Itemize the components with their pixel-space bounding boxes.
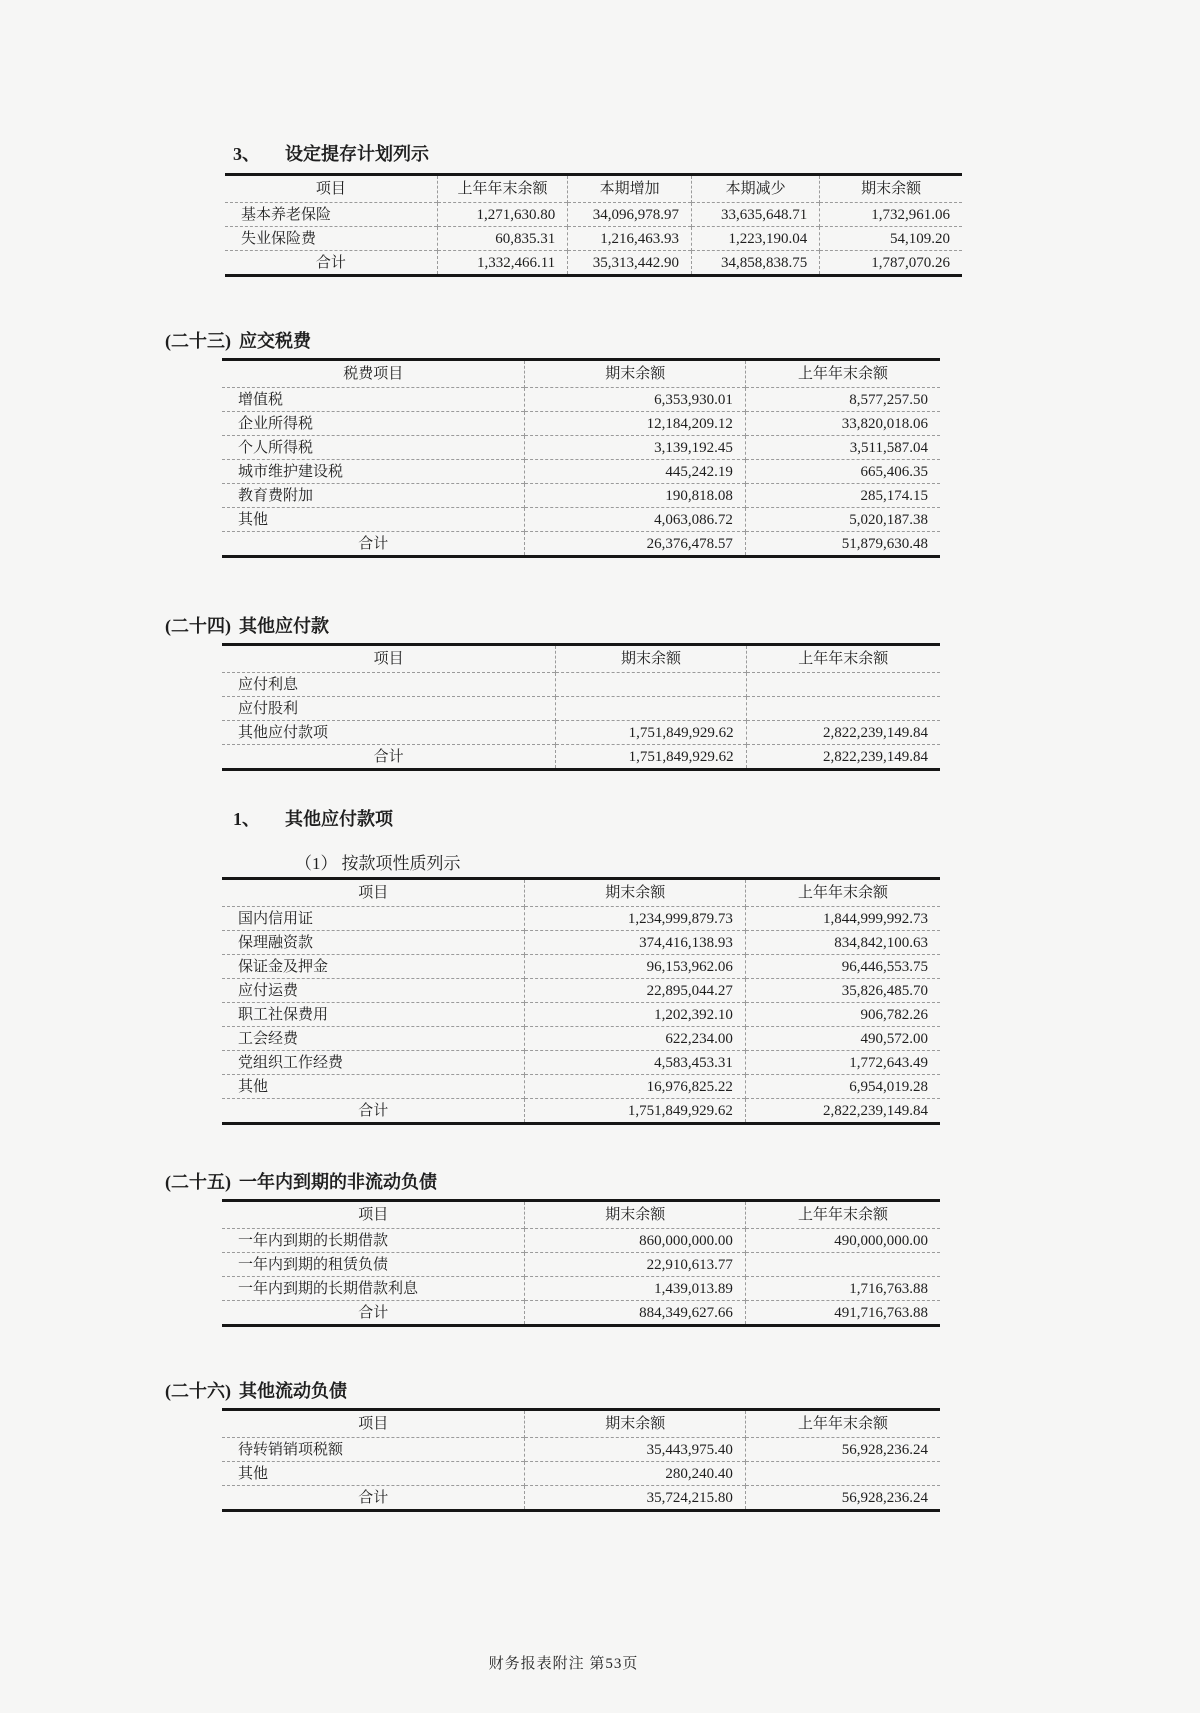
row-label: 其他 [238,1078,269,1095]
cell-value: 490,572.00 [745,1027,940,1051]
column-header: 税费项目 [343,366,404,382]
cell-value: 35,724,215.80 [525,1486,745,1511]
row-label: 企业所得税 [238,415,314,432]
cell-value: 16,976,825.22 [525,1075,745,1099]
sub-heading-number: （1） [295,854,338,873]
header-row [222,1410,940,1438]
total-row [222,1099,940,1124]
table-row [225,227,962,251]
cell-value [745,1462,940,1486]
row-label: 合计 [358,1304,389,1321]
table-head [222,1201,940,1229]
cell-value: 906,782.26 [745,1003,940,1027]
section-heading [165,1379,962,1403]
cell-value: 1,332,466.11 [437,251,567,276]
cell-value: 35,443,975.40 [525,1438,745,1462]
table-head [225,175,962,203]
cell-value: 56,928,236.24 [745,1438,940,1462]
table-other-payables-items [222,877,940,1125]
table-head [222,360,940,388]
heading-number: 3、 [233,144,260,164]
row-label: 失业保险费 [241,230,317,247]
table-row [222,412,940,436]
cell-value: 60,835.31 [437,227,567,251]
table-row [222,697,940,721]
cell-value: 1,751,849,929.62 [525,1099,745,1124]
cell-value: 860,000,000.00 [525,1229,745,1253]
column-header: 上年年末余额 [745,360,940,388]
cell-value: 1,732,961.06 [820,203,962,227]
row-label: 合计 [358,535,389,552]
cell-value: 6,353,930.01 [525,388,745,412]
section-heading [165,329,962,353]
section-other-current-liabilities [165,1379,962,1512]
cell-value: 1,751,849,929.62 [556,721,746,745]
table-body [222,907,940,1124]
table-row [222,1277,940,1301]
cell-value: 1,751,849,929.62 [556,745,746,770]
column-header: 期末余额 [525,879,745,907]
row-label: 其他应付款项 [238,724,329,741]
column-header: 期末余额 [525,1201,745,1229]
total-row [222,745,940,770]
cell-value: 622,234.00 [525,1027,745,1051]
row-label: 一年内到期的长期借款利息 [238,1280,419,1297]
cell-value: 490,000,000.00 [745,1229,940,1253]
section-other-payables [165,614,962,771]
table-row [222,484,940,508]
row-label: 应付股利 [238,700,299,717]
cell-value: 374,416,138.93 [525,931,745,955]
cell-value: 1,223,190.04 [692,227,820,251]
heading-title: 其他流动负债 [239,1381,347,1401]
row-label: 教育费附加 [238,487,314,504]
cell-value: 35,313,442.90 [568,251,692,276]
table-row [222,1075,940,1099]
column-header: 上年年末余额 [437,175,567,203]
cell-value: 1,716,763.88 [745,1277,940,1301]
header-row [222,1201,940,1229]
table-other-payables [222,643,940,771]
section-heading [165,1170,962,1194]
cell-value [746,673,940,697]
row-label: 应付运费 [238,982,299,999]
table-row [222,1462,940,1486]
table-row [225,203,962,227]
table-row [222,460,940,484]
row-label: 合计 [358,1102,389,1119]
table-head [222,645,940,673]
table-head [222,879,940,907]
cell-value: 56,928,236.24 [745,1486,940,1511]
section-taxes-payable [165,329,962,558]
row-label: 基本养老保险 [241,206,332,223]
cell-value: 34,858,838.75 [692,251,820,276]
cell-value: 34,096,978.97 [568,203,692,227]
column-header: 本期减少 [692,175,820,203]
table-row [222,1438,940,1462]
cell-value [556,673,746,697]
column-header: 上年年末余额 [745,1201,940,1229]
cell-value: 1,202,392.10 [525,1003,745,1027]
cell-value: 2,822,239,149.84 [745,1099,940,1124]
row-label: 合计 [358,1489,389,1506]
cell-value: 1,439,013.89 [525,1277,745,1301]
table-defined-contribution-plan [225,173,962,277]
cell-value: 280,240.40 [525,1462,745,1486]
table-row [222,1051,940,1075]
cell-value: 1,772,643.49 [745,1051,940,1075]
row-label: 职工社保费用 [238,1006,329,1023]
column-header: 项目 [358,1207,389,1223]
heading-title: 一年内到期的非流动负债 [239,1172,437,1192]
cell-value: 1,271,630.80 [437,203,567,227]
cell-value: 1,216,463.93 [568,227,692,251]
cell-value: 1,234,999,879.73 [525,907,745,931]
column-header: 项目 [315,181,346,197]
cell-value: 1,787,070.26 [820,251,962,276]
table-taxes-payable [222,358,940,558]
row-label: 合计 [315,254,346,271]
section-defined-contribution-plan [165,142,962,277]
header-row [225,175,962,203]
table-row [222,436,940,460]
row-label: 增值税 [238,391,284,408]
table-row [222,1229,940,1253]
section-non-current-liabilities-due-within-one-year [165,1170,962,1327]
cell-value: 22,895,044.27 [525,979,745,1003]
row-label: 工会经费 [238,1030,299,1047]
row-label: 国内信用证 [238,910,314,927]
table-row [222,979,940,1003]
cell-value: 6,954,019.28 [745,1075,940,1099]
heading-number: (二十六) [165,1381,231,1401]
column-header: 上年年末余额 [746,645,940,673]
column-header: 期末余额 [556,645,746,673]
cell-value: 834,842,100.63 [745,931,940,955]
table-row [222,508,940,532]
cell-value: 190,818.08 [525,484,745,508]
table-body [222,1438,940,1511]
page-content [165,142,962,1512]
table-body [222,1229,940,1326]
heading-title: 应交税费 [239,331,311,351]
header-row [222,645,940,673]
row-label: 应付利息 [238,676,299,693]
heading-number: (二十五) [165,1172,231,1192]
heading-title: 其他应付款项 [285,809,393,829]
column-header: 项目 [373,651,404,667]
column-header: 本期增加 [568,175,692,203]
heading-number: (二十三) [165,331,231,351]
total-row [222,1301,940,1326]
table-body [225,203,962,276]
cell-value: 26,376,478.57 [525,532,745,557]
table-head [222,1410,940,1438]
table-row [222,721,940,745]
table-row [222,907,940,931]
cell-value: 22,910,613.77 [525,1253,745,1277]
cell-value: 33,820,018.06 [745,412,940,436]
section-heading [233,142,962,166]
column-header: 项目 [358,1416,389,1432]
table-row [222,955,940,979]
cell-value: 54,109.20 [820,227,962,251]
row-label: 个人所得税 [238,439,314,456]
column-header: 期末余额 [525,1410,745,1438]
row-label: 保证金及押金 [238,958,329,975]
table-row [222,673,940,697]
total-row [222,532,940,557]
section-heading [165,614,962,638]
table-body [222,673,940,770]
table-other-current-liabilities [222,1408,940,1512]
column-header: 上年年末余额 [745,1410,940,1438]
cell-value: 35,826,485.70 [745,979,940,1003]
row-label: 其他 [238,511,269,528]
cell-value: 3,139,192.45 [525,436,745,460]
header-row [222,879,940,907]
cell-value: 51,879,630.48 [745,532,940,557]
cell-value: 8,577,257.50 [745,388,940,412]
cell-value: 2,822,239,149.84 [746,721,940,745]
row-label: 城市维护建设税 [238,463,344,480]
cell-value: 445,242.19 [525,460,745,484]
table-row [222,1027,940,1051]
section-heading [233,807,962,831]
cell-value: 96,446,553.75 [745,955,940,979]
row-label: 合计 [373,748,404,765]
table-non-current-liabilities-due-within-one-year [222,1199,940,1327]
table-row [222,931,940,955]
cell-value: 5,020,187.38 [745,508,940,532]
total-row [225,251,962,276]
row-label: 待转销销项税额 [238,1441,344,1458]
cell-value: 4,583,453.31 [525,1051,745,1075]
table-body [222,388,940,557]
cell-value [745,1253,940,1277]
cell-value: 4,063,086.72 [525,508,745,532]
cell-value [556,697,746,721]
sub-heading-title: 按款项性质列示 [341,854,461,873]
cell-value: 2,822,239,149.84 [746,745,940,770]
table-row [222,388,940,412]
column-header: 上年年末余额 [745,879,940,907]
cell-value: 491,716,763.88 [745,1301,940,1326]
column-header: 项目 [358,885,389,901]
total-row [222,1486,940,1511]
header-row [222,360,940,388]
cell-value: 1,844,999,992.73 [745,907,940,931]
cell-value: 884,349,627.66 [525,1301,745,1326]
heading-number: (二十四) [165,616,231,636]
cell-value: 285,174.15 [745,484,940,508]
row-label: 其他 [238,1465,269,1482]
table-row [222,1003,940,1027]
heading-title: 设定提存计划列示 [285,144,429,164]
table-row [222,1253,940,1277]
row-label: 党组织工作经费 [238,1054,344,1071]
heading-number: 1、 [233,809,260,829]
cell-value: 665,406.35 [745,460,940,484]
cell-value: 12,184,209.12 [525,412,745,436]
heading-title: 其他应付款 [239,616,329,636]
section-other-payables-items [165,807,962,1125]
column-header: 期末余额 [820,175,962,203]
row-label: 一年内到期的长期借款 [238,1232,389,1249]
column-header: 期末余额 [525,360,745,388]
cell-value: 3,511,587.04 [745,436,940,460]
sub-heading [295,852,962,876]
page-footer: 财务报表附注 第53页 [488,1656,639,1672]
row-label: 一年内到期的租赁负债 [238,1256,389,1273]
cell-value [746,697,940,721]
cell-value: 33,635,648.71 [692,203,820,227]
row-label: 保理融资款 [238,934,314,951]
cell-value: 96,153,962.06 [525,955,745,979]
